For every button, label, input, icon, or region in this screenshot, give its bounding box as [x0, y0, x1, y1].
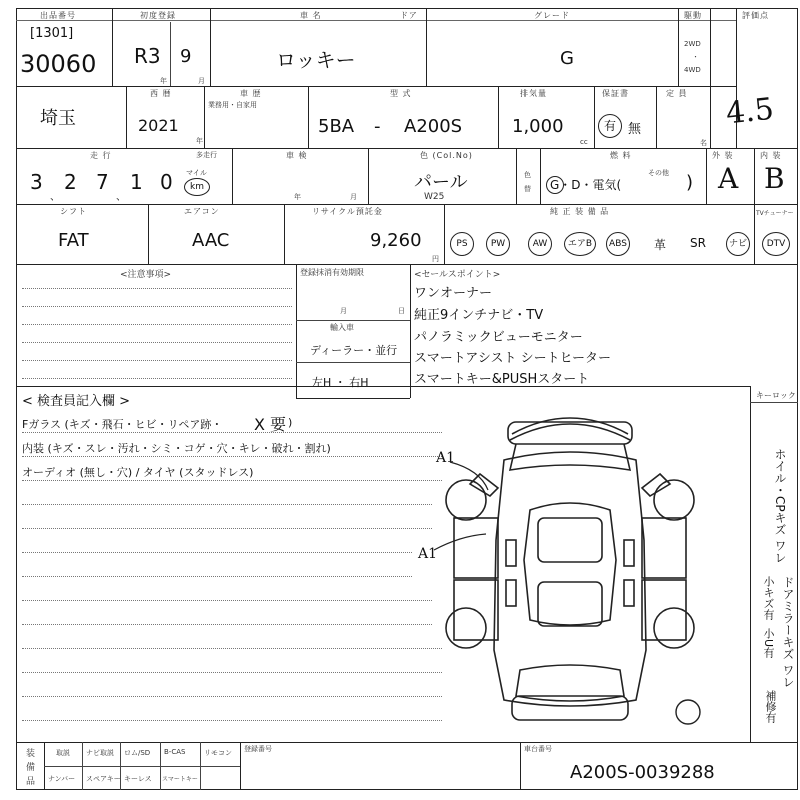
inspection-label: 車 検: [286, 151, 308, 160]
inspection-month: 月: [350, 193, 357, 201]
color-change-1: 色: [524, 171, 531, 179]
displacement-label: 排気量: [520, 89, 547, 98]
mileage-digit: 3: [30, 170, 43, 194]
mileage-unit-km: km: [184, 178, 210, 196]
inspection-line-1: Fガラス (キズ・飛石・ヒビ・リペア跡・: [22, 418, 223, 431]
footer-nav-manual: ナビ取説: [86, 749, 114, 757]
color-change-2: 替: [524, 185, 531, 193]
interior-score: B: [764, 162, 785, 195]
registration-label: 登録抹消有効期限: [300, 268, 364, 277]
first-registration-month: 9: [180, 46, 192, 67]
history-sub: 業務用・自家用: [208, 101, 257, 109]
side-note-1: ホイル・CPキズ ワレ: [773, 448, 787, 564]
mileage-digits: 3 、 2 7 、 1 0: [30, 170, 173, 203]
fuel-options: G・D・電気(: [550, 178, 622, 192]
mileage-sub: 多走行: [196, 151, 217, 159]
mileage-digit: 1: [130, 170, 143, 194]
drive-separator: ・: [692, 53, 699, 61]
color-code: W25: [424, 192, 445, 202]
recycle-fee: 9,260: [370, 230, 422, 251]
side-note-2: ドアミラーキズ ワレ: [781, 576, 795, 688]
air-conditioner: AAC: [192, 230, 230, 251]
sales-point: スマートキー&PUSHスタート: [414, 372, 590, 387]
side-note-3: 小キズ有: [762, 576, 775, 620]
inspection-line-1-mark: X 要: [254, 415, 287, 434]
footer-label-2: 備: [26, 763, 36, 773]
sales-point: 純正9インチナビ・TV: [414, 308, 544, 323]
lot-number-label: 出品番号: [40, 11, 76, 20]
sales-point: パノラミックビューモニター: [414, 330, 583, 345]
model: A200S: [404, 116, 463, 137]
side-note-4: 小U有: [762, 628, 775, 659]
year-unit: 年: [160, 77, 167, 85]
inspection-title: < 検査員記入欄 >: [22, 394, 131, 409]
footer-label-3: 品: [26, 777, 36, 787]
lot-number: 30060: [20, 50, 97, 78]
inspection-year: 年: [294, 193, 301, 201]
warranty-no: 無: [628, 122, 642, 137]
capacity-label: 定 員: [666, 89, 688, 98]
yen-unit: 円: [432, 255, 439, 263]
color-label: 色 (Col.No): [420, 151, 473, 160]
equipment-label: 純 正 装 備 品: [550, 207, 610, 216]
warranty-yes: 有: [598, 114, 622, 138]
equipment-digital-tv: DTV: [762, 232, 790, 256]
mileage-digit: 2: [64, 170, 77, 194]
drive-4wd: 4WD: [684, 66, 701, 74]
footer-smart-key: スマートキー: [162, 776, 198, 783]
caution-label: <注意事項>: [120, 270, 172, 280]
equipment-sunroof: SR: [690, 236, 706, 250]
model-label: 型 式: [390, 89, 412, 98]
chassis-label: 車台番号: [524, 745, 552, 753]
footer-label-1: 装: [26, 749, 36, 759]
model-dash: -: [374, 116, 381, 137]
equipment-airbag: エアB: [564, 232, 596, 256]
lot-sub: [1301]: [30, 26, 74, 41]
cc-unit: cc: [580, 138, 588, 146]
registration-number-label: 登録番号: [244, 745, 272, 753]
grade-label: グレード: [534, 11, 570, 20]
shift-label: シフト: [60, 207, 87, 216]
score: 4.5: [724, 91, 776, 132]
footer-keyless: キーレス: [124, 775, 152, 783]
drive-2wd: 2WD: [684, 40, 701, 48]
year: 2021: [138, 116, 179, 135]
month-unit: 月: [198, 77, 205, 85]
capacity-unit: 名: [700, 139, 707, 147]
car-name-label: 車 名: [300, 11, 322, 20]
shift: FAT: [58, 230, 89, 251]
footer-spare-key: スペアキー: [86, 775, 121, 783]
sales-points-label: <セールスポイント>: [414, 270, 501, 280]
fuel-close: ): [686, 172, 694, 193]
handle-value: 左H ・ 右H: [312, 376, 369, 389]
equipment-alloy-wheels: AW: [528, 232, 552, 256]
equipment-power-steering: PS: [450, 232, 474, 256]
first-registration-label: 初度登録: [140, 11, 176, 20]
registration-day: 日: [398, 307, 405, 315]
equipment-abs: ABS: [606, 232, 630, 256]
mileage-label: 走 行: [90, 151, 112, 160]
footer-rom-sd: ロム/SD: [124, 749, 151, 757]
footer-plate: ナンバー: [48, 775, 76, 783]
import-label: 輸入車: [330, 323, 354, 332]
recycle-label: リサイクル預託金: [312, 207, 383, 216]
import-value: ディーラー・並行: [310, 344, 398, 357]
drive-label: 駆動: [684, 11, 702, 20]
fuel-other-label: その他: [648, 169, 669, 177]
keylock-label: キーロック: [756, 391, 796, 400]
sales-point: スマートアシスト シートヒーター: [414, 351, 612, 366]
year-label: 西 暦: [150, 89, 172, 98]
door-label: ドア: [400, 11, 418, 20]
car-name: ロッキー: [276, 48, 356, 72]
sales-point: ワンオーナー: [414, 286, 493, 301]
equipment-leather: 革: [654, 238, 667, 252]
exterior-label: 外 装: [712, 151, 734, 160]
exterior-score: A: [718, 162, 739, 195]
interior-label: 内 装: [760, 151, 782, 160]
equipment-power-windows: PW: [486, 232, 510, 256]
inspection-line-2: 内装 (キズ・スレ・汚れ・シミ・コゲ・穴・キレ・破れ・割れ): [22, 442, 331, 455]
chassis-number: A200S-0039288: [570, 762, 715, 783]
inspection-line-1-close: ): [288, 416, 293, 429]
inspection-line-3: オーディオ (無し・穴) / タイヤ (スタッドレス): [22, 466, 254, 479]
mileage-digit: 0: [160, 170, 173, 194]
warranty-label: 保証書: [602, 89, 629, 98]
model-prefix: 5BA: [318, 116, 355, 137]
region: 埼玉: [40, 108, 76, 129]
footer-bcas: B-CAS: [164, 748, 186, 756]
history-label: 車 歴: [240, 89, 262, 98]
mileage-digit: 7: [96, 170, 109, 194]
score-label: 評価点: [742, 11, 769, 20]
damage-mark-side: A1: [418, 546, 438, 562]
equipment-navigation: ナビ: [726, 232, 750, 256]
mileage-unit-mile: マイル: [186, 169, 207, 177]
registration-month: 月: [340, 307, 347, 315]
grade: G: [560, 48, 574, 69]
side-note-5: 補修有: [764, 690, 777, 723]
car-diagram: [420, 400, 750, 740]
fuel-label: 燃 料: [610, 151, 632, 160]
footer-remote: リモコン: [204, 749, 232, 757]
color: パール: [414, 172, 468, 193]
tv-tuner-label: TVチューナー: [756, 210, 794, 217]
ac-label: エアコン: [184, 207, 220, 216]
damage-mark-top: A1: [436, 450, 456, 466]
year-unit-2: 年: [196, 137, 203, 145]
displacement: 1,000: [512, 116, 564, 137]
footer-manual: 取説: [56, 749, 70, 757]
first-registration-era: R3: [134, 44, 161, 68]
